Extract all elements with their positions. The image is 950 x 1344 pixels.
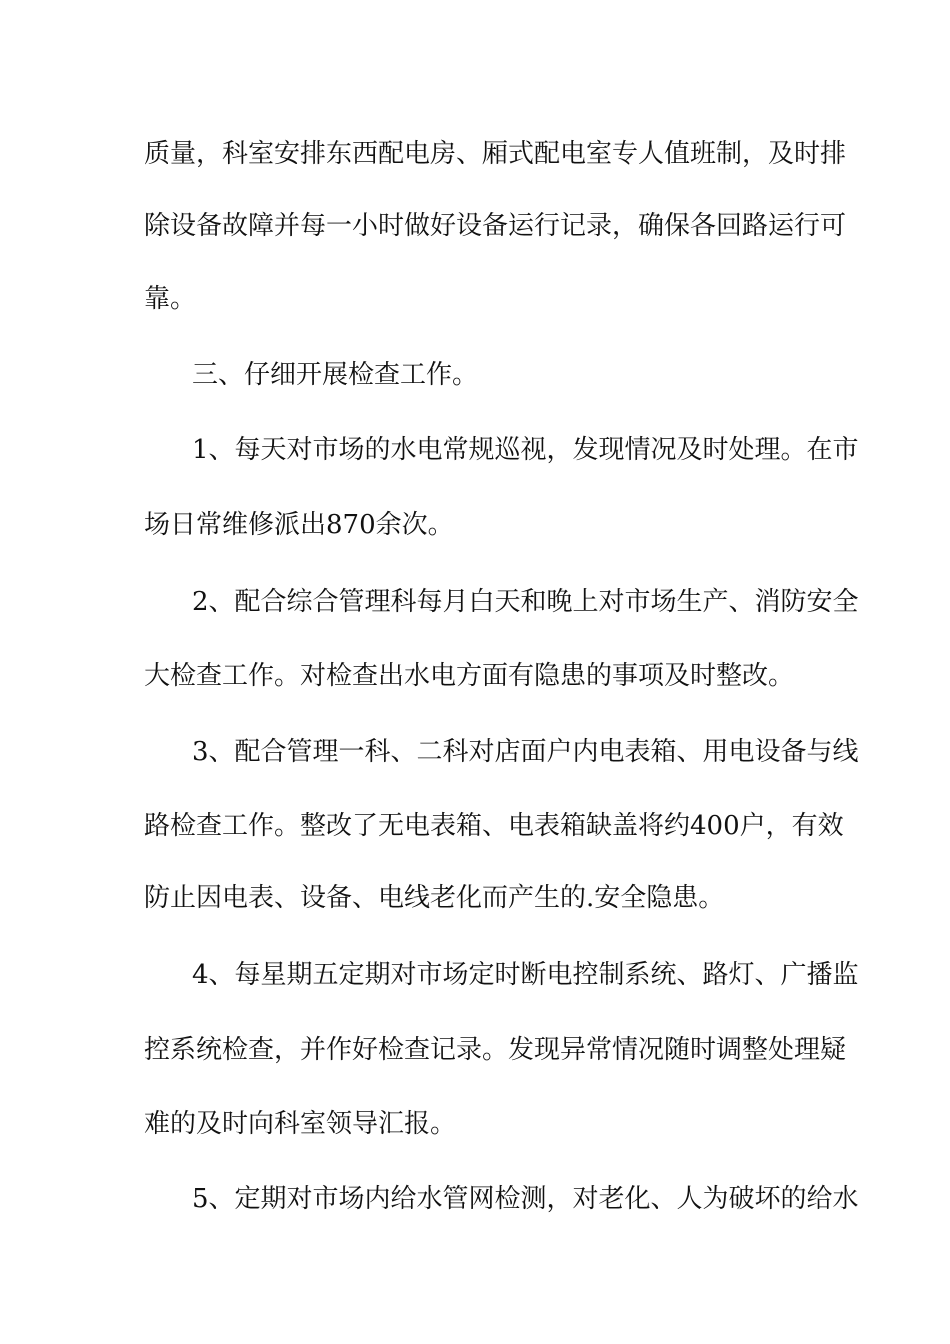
paragraph-line: 1、每天对市场的水电常规巡视，发现情况及时处理。在市 [192, 435, 859, 465]
paragraph-line: 防止因电表、设备、电线老化而产生的.安全隐患。 [144, 883, 725, 913]
paragraph-line: 大检查工作。对检查出水电方面有隐患的事项及时整改。 [144, 661, 795, 691]
paragraph-line: 3、配合管理一科、二科对店面户内电表箱、用电设备与线 [192, 737, 859, 767]
paragraph-line: 2、配合综合管理科每月白天和晚上对市场生产、消防安全 [192, 587, 859, 617]
paragraph-line: 难的及时向科室领导汇报。 [144, 1109, 457, 1139]
paragraph-line: 4、每星期五定期对市场定时断电控制系统、路灯、广播监 [192, 960, 859, 990]
paragraph-line: 路检查工作。整改了无电表箱、电表箱缺盖将约400户，有效 [144, 811, 844, 841]
section-heading: 三、仔细开展检查工作。 [192, 360, 479, 390]
paragraph-line: 控系统检查，并作好检查记录。发现异常情况随时调整处理疑 [144, 1035, 847, 1065]
paragraph-line: 除设备故障并每一小时做好设备运行记录，确保各回路运行可 [144, 211, 847, 241]
paragraph-line: 5、定期对市场内给水管网检测，对老化、人为破坏的给水 [192, 1184, 859, 1214]
paragraph-line: 质量，科室安排东西配电房、厢式配电室专人值班制，及时排 [144, 139, 847, 169]
paragraph-line: 场日常维修派出870余次。 [144, 510, 454, 540]
paragraph-line: 靠。 [144, 284, 197, 314]
